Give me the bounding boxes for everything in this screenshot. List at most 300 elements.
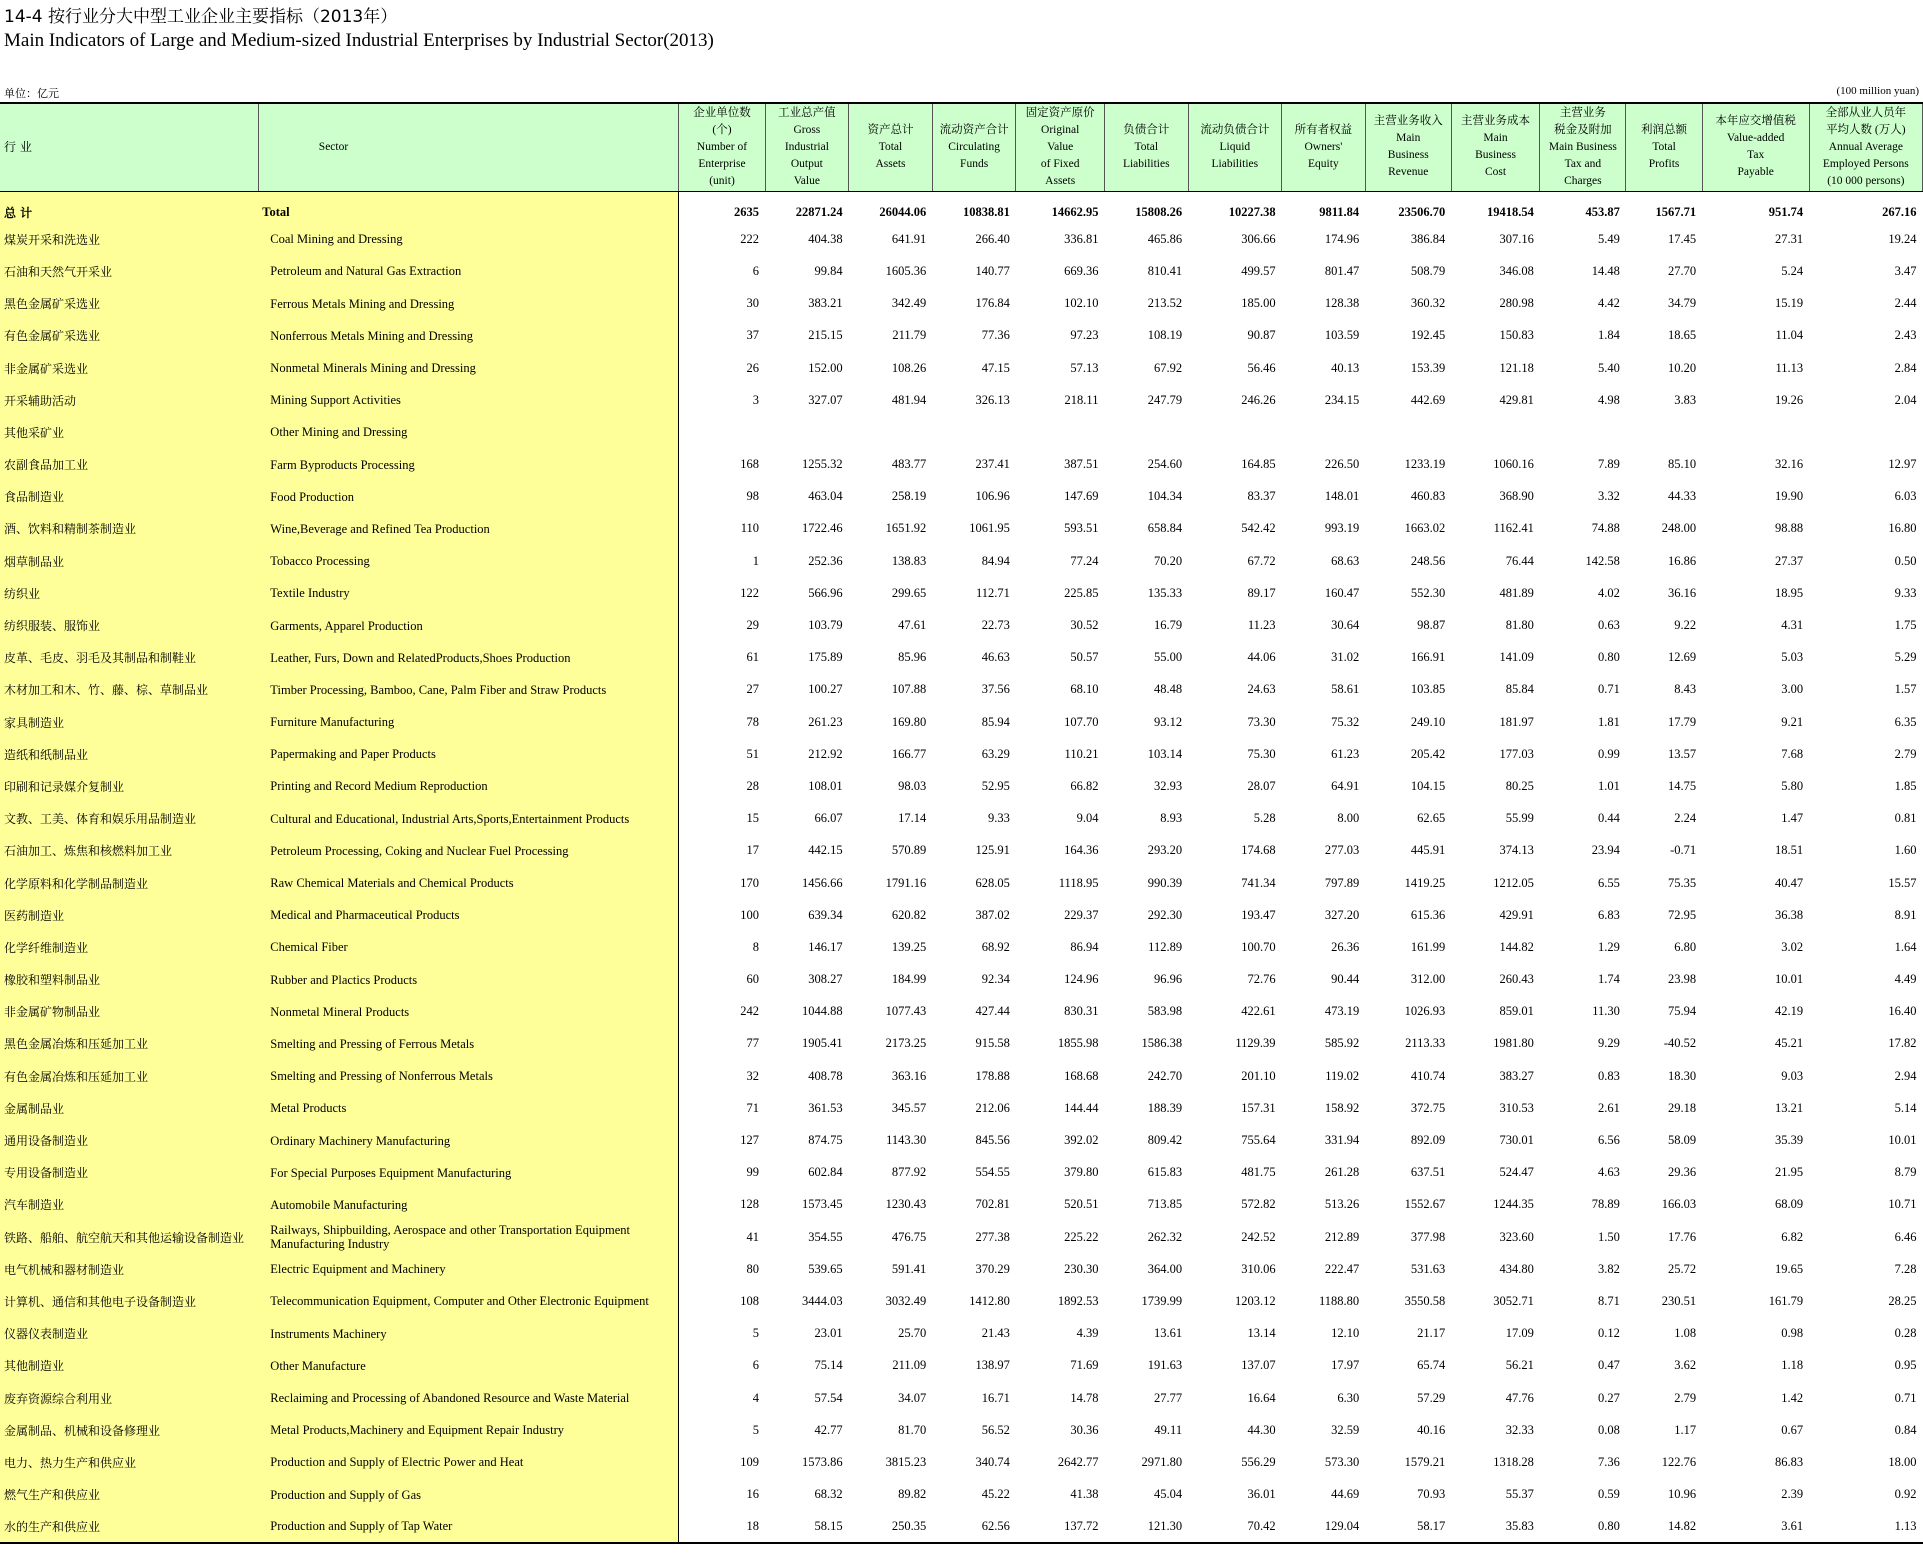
table-row — [0, 288, 1923, 320]
table-cell: 6.80 — [1674, 939, 1697, 954]
table-cell: 213.52 — [1147, 296, 1183, 311]
sector-name-cn: 石油加工、炼焦和核燃料加工业 — [0, 835, 258, 867]
table-cell: 615.83 — [1147, 1165, 1183, 1180]
table-cell: 2.44 — [1894, 296, 1917, 311]
table-cell: 144.82 — [1499, 939, 1534, 954]
sector-name-cn: 文教、工美、体育和娱乐用品制造业 — [0, 803, 258, 835]
table-cell: 34.79 — [1668, 296, 1697, 311]
table-cell: 19418.54 — [1486, 204, 1534, 219]
table-cell: 85.84 — [1505, 682, 1534, 697]
table-cell — [1365, 416, 1451, 448]
table-cell: 1143.30 — [886, 1133, 927, 1148]
table-cell: 16 — [746, 1487, 760, 1502]
table-cell: 360.32 — [1410, 296, 1446, 311]
table-cell: 1.17 — [1674, 1422, 1697, 1437]
table-cell: 42.19 — [1775, 1004, 1804, 1019]
table-cell: 158.92 — [1324, 1100, 1360, 1115]
table-cell: 5.40 — [1598, 360, 1620, 375]
table-cell: 23.94 — [1591, 843, 1620, 858]
table-cell: 25.72 — [1668, 1261, 1697, 1276]
column-header: 工业总产值 Gross Industrial Output Value — [765, 103, 849, 191]
table-cell: 323.60 — [1499, 1229, 1534, 1244]
table-cell: 70.42 — [1188, 1511, 1281, 1543]
table-cell: 3032.49 — [885, 1293, 927, 1308]
table-cell: 1651.92 — [885, 521, 927, 536]
table-cell: 147.69 — [1064, 489, 1099, 504]
table-cell: 75.30 — [1247, 746, 1276, 761]
table-cell: 98 — [746, 489, 760, 504]
sector-name-cn: 通用设备制造业 — [0, 1124, 258, 1156]
table-cell: 98.88 — [1775, 521, 1804, 536]
table-cell: 61 — [746, 650, 760, 665]
table-cell: 215.15 — [808, 328, 843, 343]
sector-name-cn: 纺织业 — [0, 577, 258, 609]
table-cell: 24.63 — [1247, 682, 1276, 697]
table-cell: 5 — [752, 1422, 760, 1437]
table-cell — [849, 416, 933, 448]
table-row — [0, 642, 1923, 674]
header-sector-en: Sector — [258, 103, 679, 191]
table-cell: 372.75 — [1410, 1100, 1446, 1115]
table-cell: 80 — [746, 1261, 760, 1276]
table-cell: 2.94 — [1894, 1068, 1917, 1083]
table-cell: 49.11 — [1154, 1422, 1183, 1437]
table-cell: 0.84 — [1894, 1422, 1917, 1437]
table-cell: 70.93 — [1417, 1487, 1446, 1502]
table-cell: 2113.33 — [1405, 1036, 1446, 1051]
table-cell: 8.43 — [1674, 682, 1697, 697]
table-cell: 16.80 — [1888, 521, 1917, 536]
table-cell: 72.76 — [1247, 972, 1276, 987]
table-cell: 212.92 — [808, 746, 843, 761]
table-cell: 1060.16 — [1493, 457, 1534, 472]
table-cell — [1016, 416, 1105, 448]
table-cell: 1162.41 — [1493, 521, 1534, 536]
table-row — [0, 384, 1923, 416]
table-cell: 602.84 — [808, 1165, 843, 1180]
sector-name-cn: 专用设备制造业 — [0, 1157, 258, 1189]
table-cell: 19.24 — [1888, 231, 1917, 246]
table-cell: 230.30 — [1064, 1261, 1099, 1276]
table-row — [0, 223, 1923, 255]
table-cell: 14.78 — [1070, 1390, 1099, 1405]
table-cell: 98.87 — [1417, 618, 1446, 633]
table-cell: 387.51 — [1064, 457, 1099, 472]
table-cell: 89.17 — [1247, 585, 1276, 600]
table-cell: 14.48 — [1591, 263, 1620, 278]
table-cell: 17.45 — [1668, 231, 1697, 246]
table-cell: 16.79 — [1153, 618, 1183, 633]
table-cell: 267.16 — [1882, 204, 1917, 219]
table-cell: 222.47 — [1324, 1261, 1360, 1276]
table-cell: 57.54 — [814, 1390, 843, 1405]
table-cell: 4.49 — [1894, 972, 1917, 987]
sector-name-cn: 仪器仪表制造业 — [0, 1318, 258, 1350]
table-cell: 71.69 — [1070, 1358, 1099, 1373]
sector-name-en: Textile Industry — [258, 577, 679, 609]
table-row — [0, 931, 1923, 963]
table-cell: 499.57 — [1241, 263, 1276, 278]
table-row — [0, 545, 1923, 577]
table-cell: 137.07 — [1241, 1358, 1276, 1373]
table-cell: 13.14 — [1247, 1326, 1276, 1341]
table-cell: 0.98 — [1781, 1326, 1804, 1341]
table-cell: 465.86 — [1147, 231, 1183, 246]
table-cell: 307.16 — [1499, 231, 1534, 246]
table-cell: 3444.03 — [802, 1293, 843, 1308]
table-cell: 108 — [740, 1293, 760, 1308]
table-cell: 481.75 — [1241, 1165, 1276, 1180]
table-cell: 17.76 — [1668, 1229, 1697, 1244]
table-cell: 3052.71 — [1493, 1293, 1534, 1308]
table-cell: 135.33 — [1147, 585, 1183, 600]
table-cell: 146.17 — [808, 939, 843, 954]
table-row — [0, 867, 1923, 899]
table-cell: 3.62 — [1674, 1358, 1697, 1373]
table-cell: 326.13 — [975, 392, 1010, 407]
table-cell: 3.47 — [1894, 263, 1917, 278]
table-cell: 1230.43 — [885, 1197, 927, 1212]
table-cell: 170 — [740, 875, 760, 890]
table-cell: 97.23 — [1070, 328, 1099, 343]
sector-name-en: Raw Chemical Materials and Chemical Products — [258, 867, 679, 899]
table-row — [0, 609, 1923, 641]
column-header: 所有者权益 Owners' Equity — [1282, 103, 1366, 191]
table-cell: 150.83 — [1499, 328, 1534, 343]
table-cell: 0.63 — [1598, 618, 1620, 633]
table-cell: 9.03 — [1781, 1068, 1804, 1083]
table-cell: 277.38 — [975, 1229, 1010, 1244]
page-title-en: Main Indicators of Large and Medium-sized Industrial Enterprises by Industrial Sector(2013) — [4, 30, 714, 51]
table-cell: 6.55 — [1598, 875, 1620, 890]
column-header: 企业单位数 (个) Number of Enterprise (unit) — [679, 103, 765, 191]
table-cell: 542.42 — [1241, 521, 1276, 536]
table-cell: 299.65 — [891, 585, 927, 600]
table-cell: 27 — [746, 682, 760, 697]
table-cell: 1.42 — [1781, 1390, 1804, 1405]
table-cell: 161.79 — [1768, 1293, 1804, 1308]
header-industry-cn: 行 业 — [0, 103, 258, 191]
table-cell: 1.13 — [1809, 1511, 1922, 1543]
table-cell: 2.79 — [1674, 1390, 1697, 1405]
table-cell: 248.00 — [1661, 521, 1697, 536]
sector-name-en: Instruments Machinery — [258, 1318, 679, 1350]
table-row — [0, 1189, 1923, 1221]
table-cell: 184.99 — [891, 972, 927, 987]
table-cell — [765, 416, 849, 448]
table-cell: 508.79 — [1410, 263, 1446, 278]
table-cell: 254.60 — [1147, 457, 1183, 472]
table-cell: 36.01 — [1247, 1487, 1276, 1502]
table-row — [0, 1157, 1923, 1189]
table-cell: 539.65 — [808, 1261, 843, 1276]
table-cell: 56.46 — [1247, 360, 1276, 375]
table-cell: 166.91 — [1410, 650, 1446, 665]
sector-name-cn: 医药制造业 — [0, 899, 258, 931]
table-cell: 36.16 — [1668, 585, 1697, 600]
table-cell: 41 — [746, 1229, 760, 1244]
table-cell: 27.70 — [1668, 263, 1697, 278]
table-cell: 230.51 — [1661, 1293, 1697, 1308]
sector-name-en: Nonmetal Mineral Products — [258, 996, 679, 1028]
table-cell: 445.91 — [1410, 843, 1446, 858]
table-cell: 260.43 — [1499, 972, 1534, 987]
table-cell: 46.63 — [981, 650, 1010, 665]
table-cell: 2.84 — [1894, 360, 1917, 375]
unit-label-cn: 单位：亿元 — [4, 87, 59, 100]
table-cell: 205.42 — [1410, 746, 1446, 761]
sector-name-cn: 有色金属矿采选业 — [0, 320, 258, 352]
table-cell: 392.02 — [1064, 1133, 1099, 1148]
table-cell: 68.63 — [1331, 553, 1360, 568]
table-cell: 107.88 — [891, 682, 927, 697]
sector-name-cn: 木材加工和木、竹、藤、棕、草制品业 — [0, 674, 258, 706]
table-cell: 40.13 — [1331, 360, 1360, 375]
table-cell: 9.04 — [1076, 811, 1099, 826]
table-row — [0, 770, 1923, 802]
table-cell: 89.82 — [898, 1487, 927, 1502]
table-cell: 342.49 — [891, 296, 927, 311]
table-cell: 2635 — [734, 204, 760, 219]
table-cell: 32 — [746, 1068, 760, 1083]
table-cell: 552.30 — [1410, 585, 1446, 600]
table-cell: 18 — [679, 1511, 765, 1543]
table-cell: 0.71 — [1598, 682, 1620, 697]
table-cell: 8.93 — [1160, 811, 1183, 826]
table-cell: 7.89 — [1598, 457, 1620, 472]
table-cell: 56.52 — [981, 1422, 1010, 1437]
table-cell: 81.70 — [898, 1422, 927, 1437]
column-header: 主营业务 税金及附加 Main Business Tax and Charges — [1540, 103, 1626, 191]
table-cell: 345.57 — [891, 1100, 927, 1115]
table-cell: 192.45 — [1410, 328, 1446, 343]
table-cell: 1212.05 — [1493, 875, 1534, 890]
table-cell: 237.41 — [975, 457, 1010, 472]
table-cell: 58.09 — [1668, 1133, 1697, 1148]
table-cell: 201.10 — [1241, 1068, 1276, 1083]
table-cell: 78.89 — [1591, 1197, 1620, 1212]
table-cell: 4.98 — [1598, 392, 1620, 407]
table-row — [0, 1060, 1923, 1092]
table-cell: 60 — [746, 972, 760, 987]
table-cell: 11.23 — [1247, 618, 1276, 633]
table-cell: 77.36 — [981, 328, 1010, 343]
table-cell: 168 — [740, 457, 760, 472]
table-row — [0, 1285, 1923, 1317]
table-cell: 5.29 — [1894, 650, 1917, 665]
sector-name-en: Timber Processing, Bamboo, Cane, Palm Fiber and Straw Products — [258, 674, 679, 706]
table-cell: 68.32 — [814, 1487, 843, 1502]
table-cell: 44.33 — [1668, 489, 1697, 504]
table-cell: 427.44 — [975, 1004, 1010, 1019]
sector-name-en: Production and Supply of Gas — [258, 1479, 679, 1511]
sector-name-en: Tobacco Processing — [258, 545, 679, 577]
table-cell: 1.57 — [1894, 682, 1917, 697]
table-cell: 0.95 — [1894, 1358, 1917, 1373]
table-cell: 1.85 — [1894, 778, 1917, 793]
table-cell: 8.00 — [1337, 811, 1360, 826]
table-cell: 55.00 — [1153, 650, 1183, 665]
table-cell: 225.22 — [1064, 1229, 1099, 1244]
table-cell: 310.53 — [1499, 1100, 1534, 1115]
table-cell: 810.41 — [1147, 263, 1183, 278]
table-cell: 102.10 — [1064, 296, 1099, 311]
table-cell: 513.26 — [1324, 1197, 1360, 1212]
table-cell: 741.34 — [1241, 875, 1276, 890]
table-cell: 13.21 — [1775, 1100, 1804, 1115]
table-cell: 164.85 — [1241, 457, 1276, 472]
table-cell: 1.60 — [1894, 843, 1917, 858]
table-cell: 1203.12 — [1234, 1293, 1276, 1308]
table-cell: 74.88 — [1591, 521, 1620, 536]
table-row — [0, 835, 1923, 867]
table-cell: 404.38 — [808, 231, 843, 246]
column-header: 主营业务收入 Main Business Revenue — [1365, 103, 1451, 191]
table-cell: 463.04 — [808, 489, 843, 504]
sector-name-cn: 水的生产和供应业 — [0, 1511, 258, 1543]
table-row — [0, 1124, 1923, 1156]
table-cell: 641.91 — [891, 231, 927, 246]
sector-name-en: Metal Products — [258, 1092, 679, 1124]
table-cell: 81.80 — [1505, 618, 1534, 633]
table-cell: 1981.80 — [1493, 1036, 1534, 1051]
table-cell: 14.75 — [1668, 778, 1697, 793]
page-title-cn: 14-4 按行业分大中型工业企业主要指标（2013年） — [4, 7, 398, 27]
table-cell: 17.82 — [1888, 1036, 1917, 1051]
table-cell: 110 — [740, 521, 760, 536]
table-cell: 13.61 — [1153, 1326, 1183, 1341]
table-cell: 160.47 — [1324, 585, 1360, 600]
table-cell: 354.55 — [808, 1229, 843, 1244]
column-header: 流动负债合计 Liquid Liabilities — [1188, 103, 1281, 191]
table-cell: 809.42 — [1147, 1133, 1183, 1148]
table-cell: 51 — [746, 746, 760, 761]
sector-name-cn: 造纸和纸制品业 — [0, 738, 258, 770]
table-cell: 17.14 — [898, 811, 927, 826]
table-cell: 16.86 — [1668, 553, 1697, 568]
table-cell: 68.10 — [1070, 682, 1099, 697]
table-cell: 11.13 — [1775, 360, 1804, 375]
sector-name-cn: 酒、饮料和精制茶制造业 — [0, 513, 258, 545]
table-cell: 72.95 — [1668, 907, 1697, 922]
table-cell: 442.15 — [808, 843, 843, 858]
table-cell: 18.51 — [1775, 843, 1804, 858]
table-cell: 78 — [746, 714, 760, 729]
table-row — [0, 1414, 1923, 1446]
sector-name-cn: 黑色金属矿采选业 — [0, 288, 258, 320]
table-cell: 103.85 — [1410, 682, 1446, 697]
unit-label-en: (100 million yuan) — [1836, 85, 1919, 97]
table-cell: 99.84 — [814, 263, 843, 278]
table-cell — [679, 416, 765, 448]
sector-name-en: Electric Equipment and Machinery — [258, 1253, 679, 1285]
table-cell: 178.88 — [975, 1068, 1010, 1083]
sector-name-en: Garments, Apparel Production — [258, 609, 679, 641]
table-cell: 410.74 — [1410, 1068, 1446, 1083]
sector-name-cn: 电气机械和器材制造业 — [0, 1253, 258, 1285]
table-cell: 55.37 — [1505, 1487, 1534, 1502]
table-cell: 58.61 — [1331, 682, 1360, 697]
table-cell: 122.76 — [1661, 1454, 1697, 1469]
table-row — [0, 964, 1923, 996]
table-cell: 0.47 — [1598, 1358, 1620, 1373]
table-row — [0, 1028, 1923, 1060]
table-cell: 121.30 — [1104, 1511, 1188, 1543]
table-cell: 15 — [746, 811, 760, 826]
table-cell: 175.89 — [808, 650, 843, 665]
table-cell: 104.15 — [1410, 778, 1446, 793]
column-header: 固定资产原价 Original Value of Fixed Assets — [1016, 103, 1105, 191]
table-cell: 47.76 — [1505, 1390, 1534, 1405]
table-cell: 18.30 — [1668, 1068, 1697, 1083]
table-cell: 61.23 — [1331, 746, 1360, 761]
table-cell: 58.15 — [765, 1511, 849, 1543]
table-cell: 18.95 — [1775, 585, 1804, 600]
table-cell: 62.65 — [1417, 811, 1446, 826]
table-cell: 453.87 — [1585, 204, 1620, 219]
table-cell: 830.31 — [1064, 1004, 1099, 1019]
table-cell: 5 — [752, 1326, 760, 1341]
sector-name-en: Medical and Pharmaceutical Products — [258, 899, 679, 931]
table-cell: 47.61 — [898, 618, 927, 633]
sector-name-en: Other Manufacture — [258, 1350, 679, 1382]
sector-name-en: Coal Mining and Dressing — [258, 223, 679, 255]
table-cell: 9.21 — [1781, 714, 1804, 729]
table-cell: 75.35 — [1668, 875, 1697, 890]
table-cell: 6.46 — [1894, 1229, 1917, 1244]
table-row — [0, 738, 1923, 770]
sector-name-en: Ferrous Metals Mining and Dressing — [258, 288, 679, 320]
sector-name-cn: 金属制品、机械和设备修理业 — [0, 1414, 258, 1446]
table-cell: 29 — [746, 618, 760, 633]
table-cell: 5.49 — [1598, 231, 1620, 246]
table-cell: 55.99 — [1505, 811, 1534, 826]
sector-name-cn: 废弃资源综合利用业 — [0, 1382, 258, 1414]
table-cell — [1104, 416, 1188, 448]
table-cell: 75.94 — [1668, 1004, 1697, 1019]
table-cell: 434.80 — [1499, 1261, 1534, 1276]
table-cell: 1 — [752, 553, 760, 568]
table-cell: 8.71 — [1598, 1293, 1620, 1308]
table-cell: 40.47 — [1775, 875, 1804, 890]
sector-name-en: Production and Supply of Electric Power and Heat — [258, 1446, 679, 1478]
table-cell: 583.98 — [1147, 1004, 1183, 1019]
table-cell: 1855.98 — [1057, 1036, 1099, 1051]
sector-name-cn: 化学纤维制造业 — [0, 931, 258, 963]
table-cell: 639.34 — [808, 907, 843, 922]
table-cell: 100.27 — [808, 682, 843, 697]
sector-name-en: Smelting and Pressing of Nonferrous Metals — [258, 1060, 679, 1092]
table-cell: 16.64 — [1247, 1390, 1276, 1405]
table-cell: 566.96 — [808, 585, 843, 600]
table-cell: 242 — [740, 1004, 760, 1019]
table-cell: 1244.35 — [1493, 1197, 1534, 1212]
table-cell: 128 — [740, 1197, 760, 1212]
table-cell: 119.02 — [1325, 1068, 1360, 1083]
table-row — [0, 996, 1923, 1028]
sector-name-cn: 非金属矿物制品业 — [0, 996, 258, 1028]
sector-name-en: Chemical Fiber — [258, 931, 679, 963]
sector-name-cn: 其他制造业 — [0, 1350, 258, 1382]
table-cell: 35.83 — [1451, 1511, 1540, 1543]
table-cell: 258.19 — [891, 489, 927, 504]
table-cell: 615.36 — [1410, 907, 1446, 922]
table-cell: 1.47 — [1781, 811, 1804, 826]
table-cell: 106.96 — [975, 489, 1010, 504]
table-cell: 2642.77 — [1057, 1454, 1099, 1469]
table-cell: 993.19 — [1324, 521, 1360, 536]
table-cell: 58.17 — [1365, 1511, 1451, 1543]
